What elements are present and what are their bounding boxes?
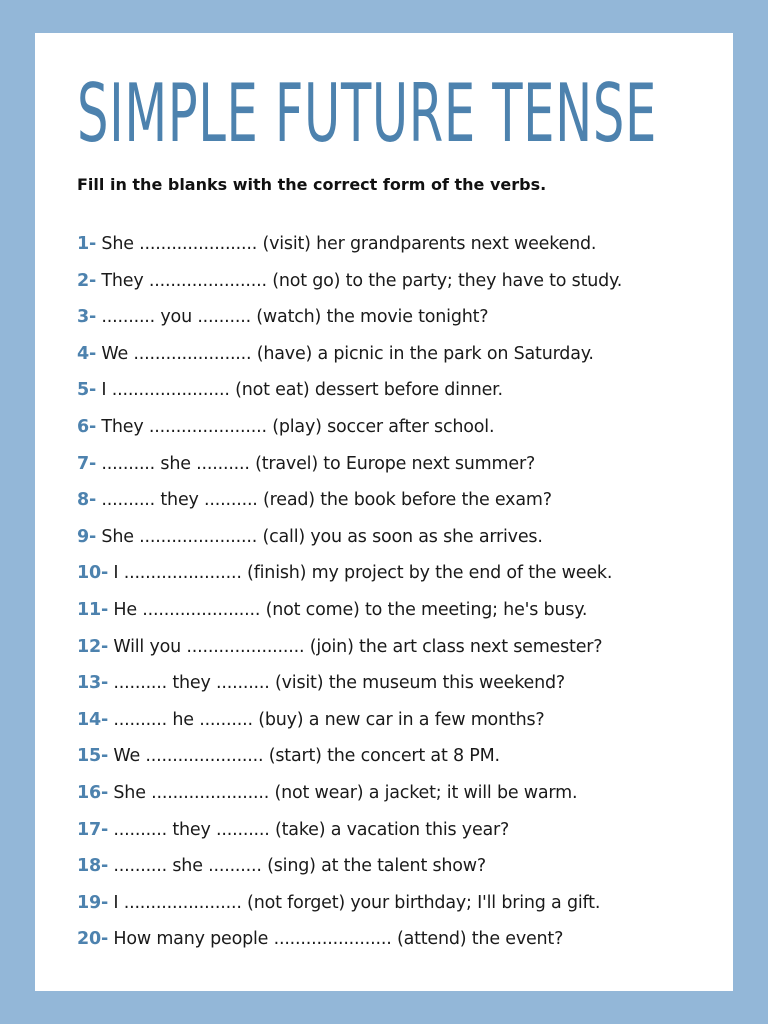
question-item [77,665,622,702]
question-item [77,555,622,592]
question-number: 20- [77,929,109,950]
question-number: 2- [77,270,97,291]
question-number: 6- [77,416,97,437]
question-number: 9- [77,526,97,547]
question-number: 3- [77,307,97,328]
question-text: They ...................... (play) soccer after school. [96,416,495,437]
question-number: 11- [77,599,109,620]
question-item [77,885,622,922]
question-number: 5- [77,380,97,401]
question-item [77,921,622,958]
question-number: 1- [77,234,97,254]
question-item [77,812,622,849]
question-number: 14- [77,709,109,730]
question-item [77,738,622,775]
instructions: Fill in the blanks with the correct form of the verbs. [77,175,547,194]
question-text: I ...................... (not forget) your birthday; I'll bring a gift. [108,892,601,913]
question-number: 15- [77,746,109,767]
question-text: They ...................... (not go) to the party; they have to study. [96,270,623,291]
question-item [77,702,622,739]
question-text: I ...................... (not eat) dessert before dinner. [96,380,503,401]
question-item [77,336,622,373]
question-item [77,592,622,629]
worksheet-sheet [35,33,733,991]
page-title: SIMPLE FUTURE TENSE [77,67,657,160]
question-item [77,263,622,300]
question-item [77,519,622,556]
question-number: 4- [77,343,97,364]
question-text: She ...................... (call) you as soon as she arrives. [96,526,543,547]
question-number: 7- [77,453,97,474]
question-item [77,775,622,812]
question-text: .......... he .......... (buy) a new car in a few months? [108,709,545,730]
question-number: 19- [77,892,109,913]
question-number: 18- [77,856,109,877]
question-item [77,482,622,519]
question-item [77,629,622,666]
question-item [77,446,622,483]
question-text: How many people ...................... (attend) the event? [108,929,564,950]
question-text: .......... you .......... (watch) the movie tonight? [96,307,489,328]
question-item [77,226,622,263]
question-text: .......... they .......... (take) a vacation this year? [108,819,510,840]
question-text: We ...................... (have) a picnic in the park on Saturday. [96,343,594,364]
question-text: .......... she .......... (travel) to Europe next summer? [96,453,536,474]
question-text: He ...................... (not come) to the meeting; he's busy. [108,599,588,620]
question-text: She ...................... (not wear) a jacket; it will be warm. [108,782,578,803]
question-text: I ...................... (finish) my project by the end of the week. [108,563,613,584]
question-number: 8- [77,490,97,511]
question-text: .......... they .......... (visit) the museum this weekend? [108,673,566,694]
question-number: 13- [77,673,109,694]
question-number: 16- [77,782,109,803]
question-text: She ...................... (visit) her grandparents next weekend. [96,234,597,254]
question-number: 10- [77,563,109,584]
question-list [77,226,622,958]
question-text: We ...................... (start) the concert at 8 PM. [108,746,500,767]
question-item [77,848,622,885]
question-item [77,372,622,409]
question-text: .......... she .......... (sing) at the talent show? [108,856,486,877]
question-item [77,409,622,446]
question-text: Will you ...................... (join) the art class next semester? [108,636,603,657]
question-text: .......... they .......... (read) the book before the exam? [96,490,552,511]
question-item [77,299,622,336]
question-number: 17- [77,819,109,840]
question-number: 12- [77,636,109,657]
